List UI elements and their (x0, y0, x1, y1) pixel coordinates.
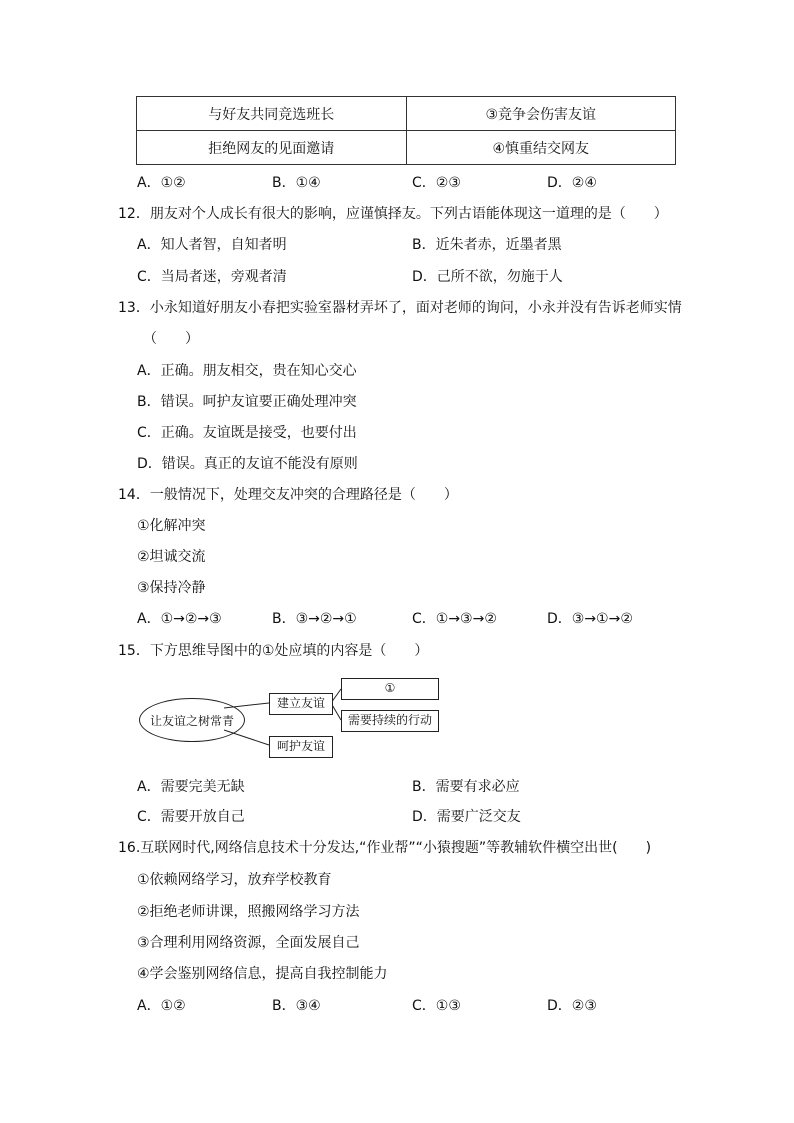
q12-stem: 12．朋友对个人成长有很大的影响，应谨慎择友。下列古语能体现这一道理的是（ ） (118, 206, 668, 222)
q13-option-b: B．错误。呵护友谊要正确处理冲突 (137, 394, 357, 410)
q14-item-1: ①化解冲突 (137, 518, 206, 534)
q16-item-3: ③合理利用网络资源，全面发展自己 (137, 935, 360, 951)
q12-option-d: D．己所不欲，勿施于人 (412, 269, 563, 285)
q16-option-a: A．①② (137, 998, 186, 1014)
q12-option-c: C．当局者迷，旁观者清 (137, 269, 287, 285)
q14-option-a: A．①→②→③ (137, 611, 222, 627)
q16-item-1: ①依赖网络学习，放弃学校教育 (137, 872, 332, 888)
q15-option-d: D．需要广泛交友 (412, 809, 521, 825)
q16-option-c: C．①③ (412, 998, 461, 1014)
q15-stem: 15．下方思维导图中的①处应填的内容是（ ） (118, 643, 429, 659)
q14-stem: 14．一般情况下，处理交友冲突的合理路径是（ ） (118, 487, 458, 503)
q13-option-d: D．错误。真正的友谊不能没有原则 (137, 456, 358, 472)
q11-option-b: B．①④ (272, 175, 321, 191)
q11-option-a: A．①② (137, 175, 186, 191)
q15-option-b: B．需要有求必应 (412, 779, 520, 795)
q16-option-d: D．②③ (547, 998, 597, 1014)
table-cell: 拒绝网友的见面邀请 (137, 131, 407, 165)
q12-option-a: A．知人者智，自知者明 (137, 237, 287, 253)
q16-option-b: B．③④ (272, 998, 321, 1014)
q11-option-d: D．②④ (547, 175, 597, 191)
q14-option-c: C．①→③→② (412, 611, 497, 627)
q16-item-2: ②拒绝老师讲课，照搬网络学习方法 (137, 904, 360, 920)
mindmap-branch-build: 建立友谊 (269, 693, 333, 715)
table-cell: 与好友共同竞选班长 (137, 97, 407, 131)
q12-option-b: B．近朱者赤，近墨者黑 (412, 237, 562, 253)
mindmap-leaf-blank: ① (341, 678, 439, 700)
q14-item-2: ②坦诚交流 (137, 549, 206, 565)
q13-option-c: C．正确。友谊既是接受，也要付出 (137, 425, 357, 441)
q16-item-4: ④学会鉴别网络信息，提高自我控制能力 (137, 966, 388, 982)
q15-option-c: C．需要开放自己 (137, 809, 245, 825)
q13-stem-cont: （ ） (143, 331, 199, 347)
table-cell: ④慎重结交网友 (406, 131, 676, 165)
mindmap-root: 让友谊之树常青 (139, 698, 245, 742)
q13-option-a: A．正确。朋友相交，贵在知心交心 (137, 363, 357, 379)
q14-item-3: ③保持冷静 (137, 580, 206, 596)
q13-stem: 13．小永知道好朋友小春把实验室器材弄坏了，面对老师的询问，小永并没有告诉老师实情 (118, 300, 682, 316)
table-cell: ③竞争会伤害友谊 (406, 97, 676, 131)
q15-option-a: A．需要完美无缺 (137, 779, 245, 795)
q14-option-b: B．③→②→① (272, 611, 357, 627)
q16-stem: 16.互联网时代,网络信息技术十分发达,“作业帮”“小猿搜题”等教辅软件横空出世( ) (118, 840, 652, 856)
mindmap-leaf-action: 需要持续的行动 (341, 710, 439, 732)
q11-option-c: C．②③ (412, 175, 461, 191)
mindmap-branch-protect: 呵护友谊 (269, 736, 333, 758)
q14-option-d: D．③→①→② (547, 611, 633, 627)
